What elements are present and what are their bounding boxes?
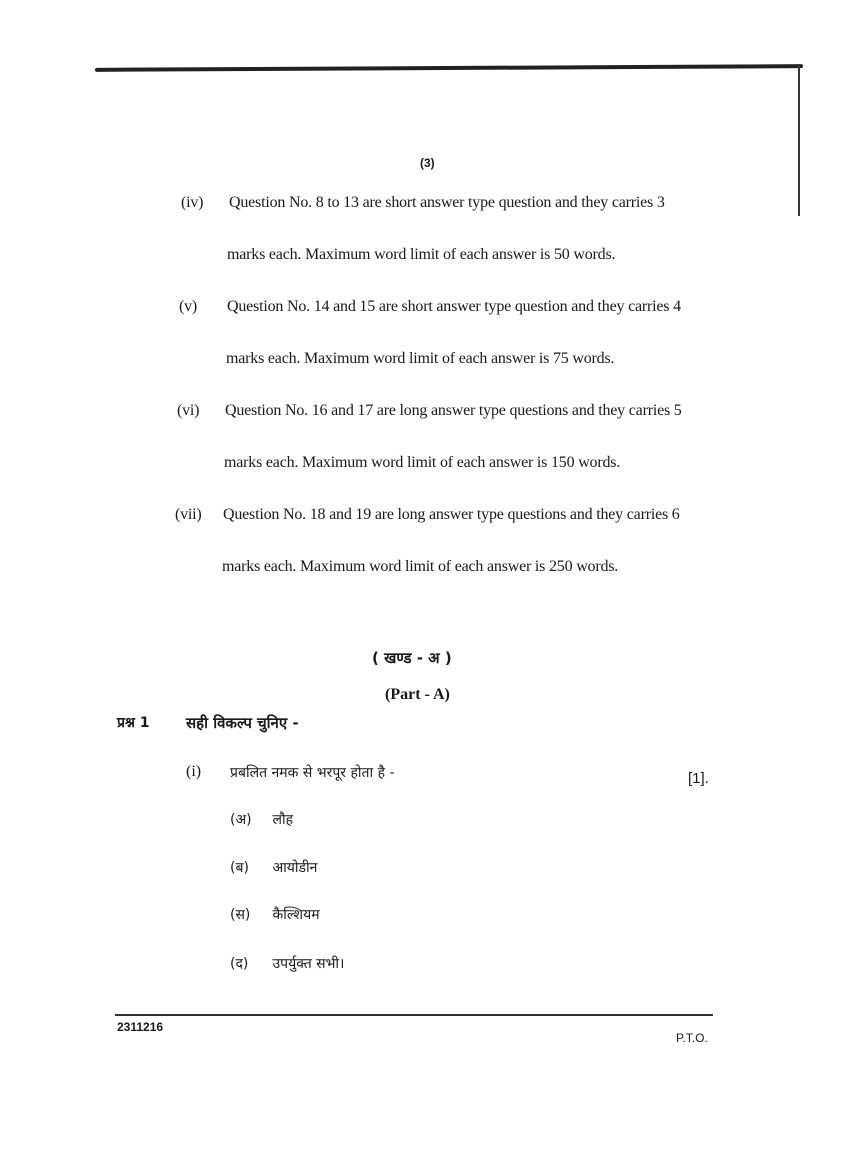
instruction-number: (v) xyxy=(179,298,198,315)
marks-label: [1]. xyxy=(688,770,709,787)
section-title-english: (Part - A) xyxy=(385,686,450,703)
question-text: सही विकल्प चुनिए - xyxy=(186,714,299,732)
instruction-number: (iv) xyxy=(181,194,204,211)
instruction-line: marks each. Maximum word limit of each answer is 50 words. xyxy=(227,246,616,263)
sub-question-number: (i) xyxy=(186,763,202,780)
page-edge xyxy=(798,64,800,216)
instruction-line: Question No. 18 and 19 are long answer type questions and they carries 6 xyxy=(223,506,680,523)
option-label: (द) xyxy=(230,956,249,972)
option-text: कैल्शियम xyxy=(272,907,320,923)
paper-code: 2311216 xyxy=(117,1020,164,1034)
instruction-number: (vii) xyxy=(175,506,202,523)
bottom-rule xyxy=(115,1014,713,1016)
instruction-line: Question No. 16 and 17 are long answer type questions and they carries 5 xyxy=(225,402,682,419)
option-text: उपर्युक्त सभी। xyxy=(272,956,345,972)
option-label: (स) xyxy=(230,907,251,923)
top-rule xyxy=(95,64,803,72)
option-b xyxy=(230,858,317,877)
section-title-hindi: ( खण्ड - अ ) xyxy=(372,649,452,667)
option-label: (अ) xyxy=(230,812,252,828)
instruction-number: (vi) xyxy=(177,402,200,419)
question-label: प्रश्न 1 xyxy=(117,715,150,731)
sub-question-text: प्रबलित नमक से भरपूर होता है - xyxy=(230,765,395,781)
instruction-line: marks each. Maximum word limit of each answer is 75 words. xyxy=(226,350,615,367)
pto-label: P.T.O. xyxy=(676,1031,708,1045)
option-text: लौह xyxy=(272,812,294,828)
option-a xyxy=(230,810,293,829)
option-label: (ब) xyxy=(230,860,249,876)
instruction-line: Question No. 14 and 15 are short answer type question and they carries 4 xyxy=(227,298,681,315)
option-c xyxy=(230,905,320,924)
instruction-line: Question No. 8 to 13 are short answer type question and they carries 3 xyxy=(229,194,665,211)
option-text: आयोडीन xyxy=(272,860,318,876)
option-d xyxy=(230,954,344,973)
instruction-line: marks each. Maximum word limit of each answer is 150 words. xyxy=(224,454,621,471)
page-number: (3) xyxy=(420,156,435,170)
instruction-line: marks each. Maximum word limit of each answer is 250 words. xyxy=(222,558,619,575)
